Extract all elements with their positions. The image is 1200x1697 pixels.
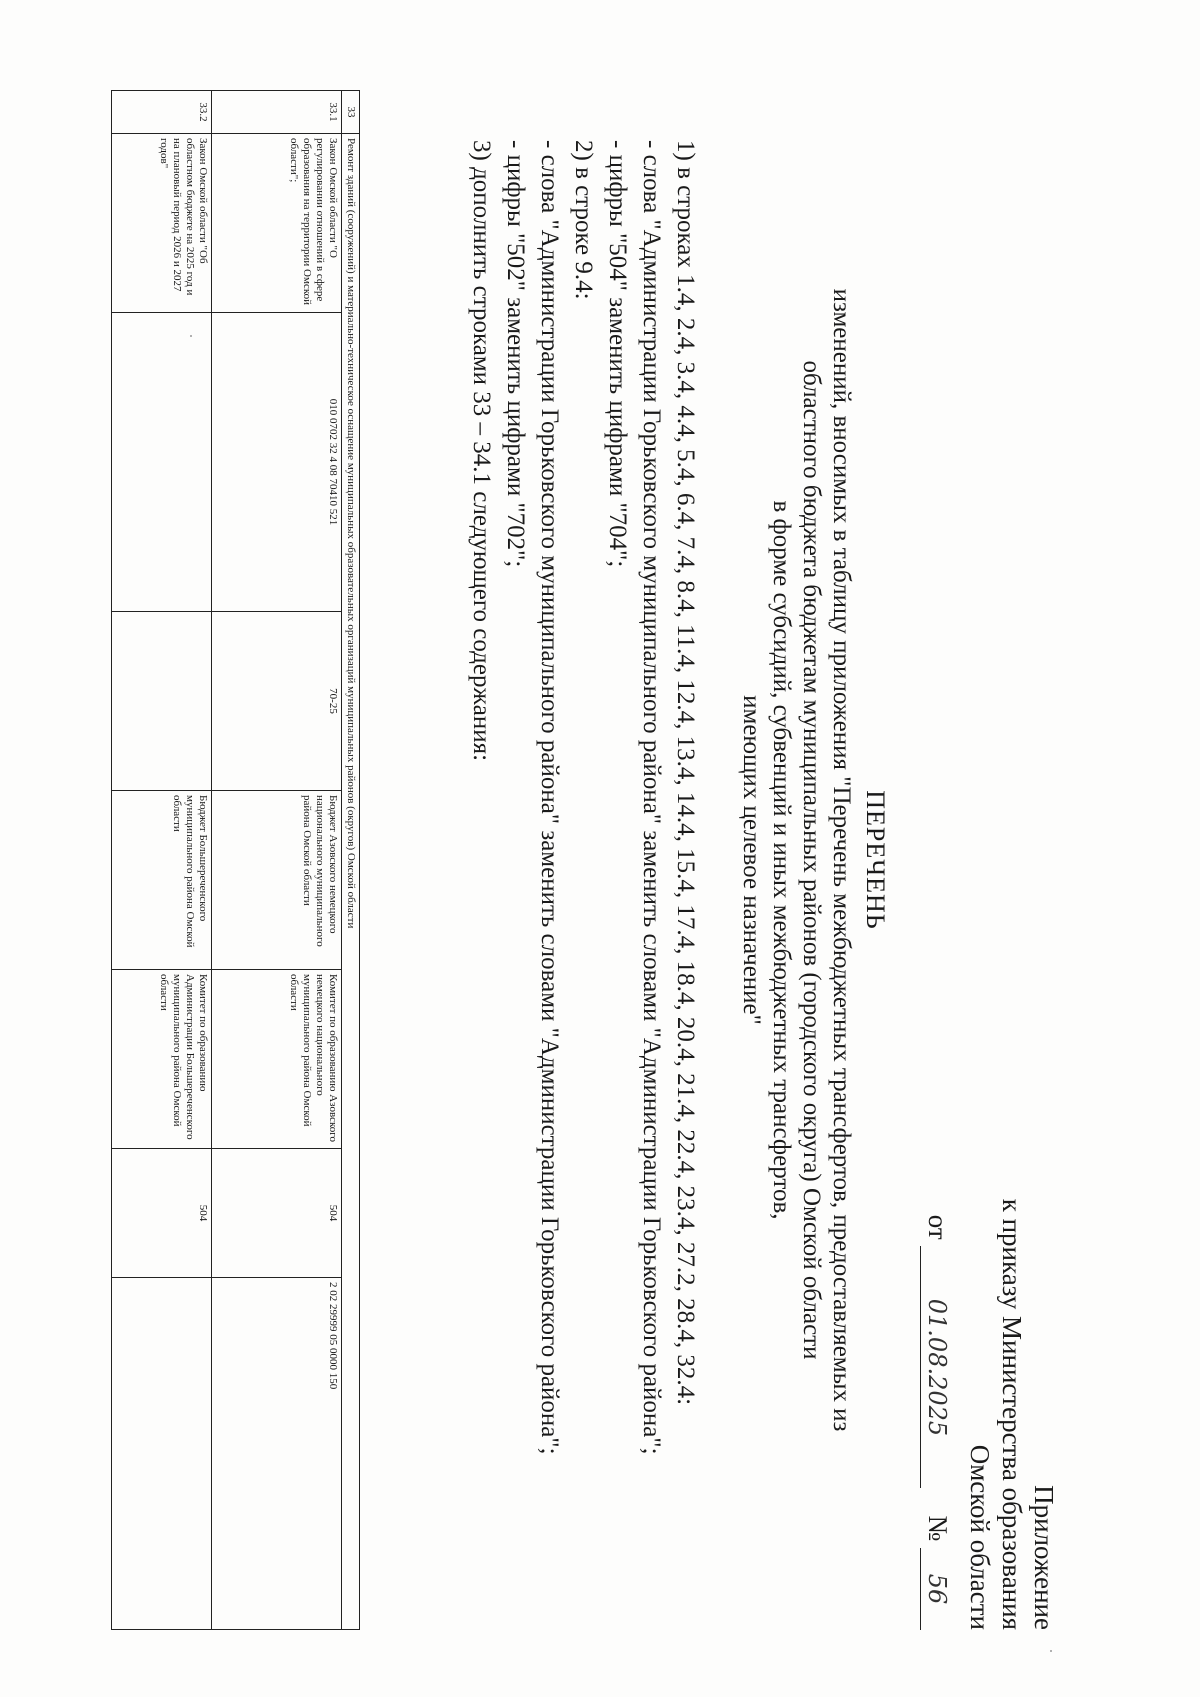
- paragraph-5: - слова "Администрации Горьковского муниципального района" заменить словами "Администрации Горьковского района";: [536, 140, 563, 1455]
- appendix-label: Приложение: [1029, 1485, 1059, 1630]
- paragraph-1: 1) в строках 1.4, 2.4, 3.4, 4.4, 5.4, 6.4, 7.4, 8.4, 11.4, 12.4, 13.4, 14.4, 15.4, 17.4, 18.4, 20.4, 21.4, 22.4, 23.4, 27.2, 28.4, 32.4:: [672, 140, 699, 1406]
- title-line-1: изменений, вносимых в таблицу приложения "Перечень межбюджетных трансфертов, предоставляемых из: [828, 288, 855, 1432]
- changes-table: [111, 90, 360, 1630]
- cell-code: [112, 313, 212, 612]
- paragraph-7: 3) дополнить строками 33 – 34.1 следующего содержания:: [468, 140, 495, 762]
- cell-dept-code: 504: [212, 1149, 342, 1278]
- appendix-date-number: [920, 1199, 954, 1630]
- cell-income-code: [112, 1278, 212, 1630]
- scan-artifact: [1050, 1650, 1052, 1652]
- number-field: [920, 1548, 954, 1630]
- row-number: 33: [342, 91, 360, 134]
- document-title: [736, 110, 890, 1610]
- cell-admin: Комитет по образованию Азовского немецкого национального муниципального района Омской области: [212, 970, 342, 1149]
- appendix-header: [920, 1199, 1060, 1630]
- rotated-document: [80, 70, 1060, 1650]
- paragraph-4: 2) в строке 9.4:: [570, 140, 597, 300]
- title-heading: ПЕРЕЧЕНЬ: [861, 790, 890, 930]
- appendix-order-line: к приказу Министерства образования: [997, 1198, 1027, 1630]
- paragraph-2: - слова "Администрации Горьковского муниципального района" заменить словами "Администрации Горьковского района";: [638, 140, 665, 1455]
- paragraph-6: - цифры "502" заменить цифрами "702";: [502, 140, 529, 568]
- table-row: [342, 91, 360, 1630]
- title-line-4: имеющих целевое назначение": [738, 695, 765, 1025]
- date-prefix: от: [923, 1214, 953, 1240]
- cell-dept-code: 504: [112, 1149, 212, 1278]
- row-title: Ремонт зданий (сооружений) и материально-техническое оснащение муниципальных образовательных организаций муниципальных районов (округов) Омской области: [342, 134, 360, 1630]
- number-handwritten: 56: [923, 1573, 951, 1605]
- cell-law: Закон Омской области "Об областном бюджете на 2025 год и на плановый период 2026 и 2027 годов": [112, 134, 212, 313]
- scan-artifact: [190, 335, 192, 337]
- cell-budget: Бюджет Большереченского муниципального района Омской области: [112, 791, 212, 970]
- cell-admin: Комитет по образованию Администрации Большереченского муниципального района Омской области: [112, 970, 212, 1149]
- cell-number: 70-25: [212, 612, 342, 791]
- cell-number: [112, 612, 212, 791]
- cell-income-code: 2 02 29999 05 0000 150: [212, 1278, 342, 1630]
- paragraph-3: - цифры "504" заменить цифрами "704";: [604, 140, 631, 568]
- row-number: 33.1: [212, 91, 342, 134]
- table-row: [112, 91, 212, 1630]
- title-line-2: областного бюджета бюджетам муниципальных районов (городского округа) Омской области: [798, 360, 825, 1360]
- number-prefix: №: [923, 1515, 953, 1542]
- appendix-region: Омской области: [965, 1444, 995, 1630]
- document-body: [462, 100, 700, 1630]
- changes-table-wrapper: [111, 90, 360, 1630]
- date-field: [920, 1246, 954, 1488]
- title-line-3: в форме субсидий, субвенций и иных межбюджетных трансфертов,: [768, 500, 795, 1220]
- cell-code: 010 0702 32 4 08 70410 521: [212, 313, 342, 612]
- row-number: 33.2: [112, 91, 212, 134]
- cell-law: Закон Омской области "О регулировании отношений в сфере образования на территории Омской области";: [212, 134, 342, 313]
- table-row: [212, 91, 342, 1630]
- date-handwritten: 01.08.2025: [923, 1298, 951, 1437]
- cell-budget: Бюджет Азовского немецкого национального муниципального района Омской области: [212, 791, 342, 970]
